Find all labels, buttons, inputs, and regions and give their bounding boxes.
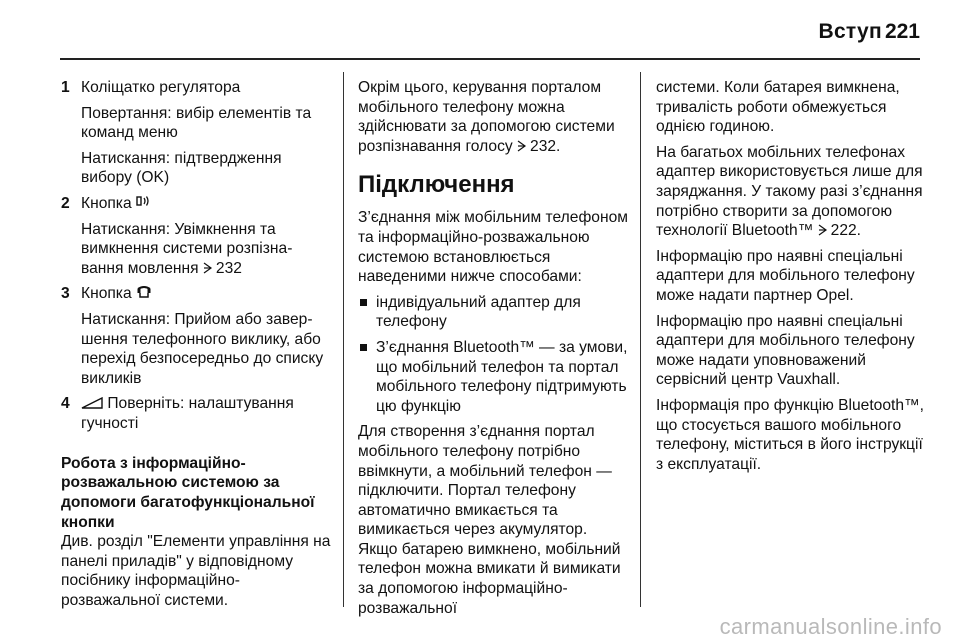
- paragraph: системи. Коли батарея вимкнена, тривалість роботи обмежується однією годиною.: [656, 79, 900, 136]
- paragraph: [656, 143, 928, 241]
- header-rule: [60, 58, 920, 60]
- voice-recognition-icon: [136, 194, 152, 214]
- item-text-body: Поверніть: налаштування гучності: [81, 395, 294, 433]
- item-number: 3: [61, 285, 70, 303]
- paragraph: З’єднання між мобільним телефоном та інформаційно-розважальною системою встановлюється наведеними нижче способами:: [358, 209, 628, 286]
- paragraph: Інформацію про наявні спеціальні адаптери для мобільного телефону може надати уповноважений сервісний центр Vauxhall.: [656, 312, 915, 389]
- item-text: Натискання: Прийом або завер-шення телефонного виклику, або перехід безпосередньо до списку викликів: [81, 311, 324, 387]
- item-title-text: Кнопка: [81, 285, 132, 303]
- item-number: 1: [61, 79, 70, 96]
- page-reference: 222.: [830, 222, 861, 240]
- bullet-text: індивідуальний адаптер для телефону: [376, 293, 581, 331]
- volume-wedge-icon: [81, 395, 103, 415]
- page-number: 221: [884, 20, 920, 43]
- item-title: [81, 194, 333, 214]
- item-title: [81, 284, 333, 304]
- page-reference: 232.: [530, 137, 561, 155]
- bullet-item: [358, 293, 630, 332]
- item-text-body: Натискання: Увімкнення та вимкнення системи розпізна-вання мовлення: [81, 220, 293, 277]
- list-item-1: [61, 78, 333, 188]
- item-text: [81, 220, 333, 279]
- paragraph: Інформацію про наявні спеціальні адаптери для мобільного телефону може надати партнер Opel.: [656, 247, 915, 304]
- item-text: Натискання: підтвердження вибору (OK): [81, 149, 282, 187]
- list-item-2: [61, 194, 333, 278]
- item-number: 2: [61, 194, 70, 212]
- bullet-marker: [360, 299, 367, 306]
- page-reference-icon: [517, 138, 527, 150]
- item-title-text: Кнопка: [81, 194, 132, 212]
- bullet-marker: [360, 344, 367, 351]
- paragraph: Для створення з’єднання портал мобільного телефону потрібно ввімкнути, а мобільний телефон — підключити. Портал телефону автоматично вмикається та вимикається через акумулятор. Якщо батарею вимкнено, мобільний телефон можна вмикати й вимикати за допомогою інформаційно-розважальної: [358, 423, 621, 617]
- item-number: 4: [61, 395, 70, 413]
- item-text: Повертання: вибір елементів та команд меню: [81, 104, 312, 142]
- page-reference-icon: [203, 260, 213, 272]
- column-divider-1: [343, 72, 344, 607]
- page-reference: 232: [215, 259, 242, 277]
- item-text: [81, 394, 333, 433]
- bullet-item: [358, 338, 630, 416]
- bullet-text: З’єднання Bluetooth™ — за умови, що мобільний телефон та портал мобільного телефону підтримують цю функцію: [376, 338, 628, 415]
- phone-icon: [136, 285, 152, 305]
- item-title: Коліщатко регулятора: [81, 79, 241, 96]
- page-header: [0, 0, 960, 60]
- page-reference-icon: [818, 222, 828, 234]
- paragraph: Див. розділ "Елементи управління на панелі приладів" у відповідному посібнику інформаційно-розважальної системи.: [61, 533, 331, 609]
- list-item-3: [61, 284, 333, 388]
- column-1: [61, 78, 333, 616]
- column-2: [358, 78, 630, 624]
- list-item-4: [61, 394, 333, 433]
- paragraph-text: На багатьох мобільних телефонах адаптер використовується лише для заряджання. У такому разі з’єднання потрібно створити за допомогою технології Bluetooth™: [656, 143, 923, 240]
- section-title: Підключення: [358, 171, 515, 199]
- column-divider-2: [640, 72, 641, 607]
- paragraph-text: Окрім цього, керування порталом мобільного телефону можна здійснювати за допомогою системи розпізнавання голосу: [358, 79, 615, 155]
- page-title: Вступ: [818, 20, 882, 43]
- column-3: [656, 78, 928, 480]
- paragraph: Інформація про функцію Bluetooth™, що стосується вашого мобільного телефону, міститься в його інструкції з експлуатації.: [656, 396, 924, 473]
- watermark: carmanualsonline.info: [719, 614, 942, 639]
- paragraph: [358, 78, 630, 156]
- subheading: Робота з інформаційно-розважальною системою за допомоги багатофункціональної кнопки: [61, 454, 315, 531]
